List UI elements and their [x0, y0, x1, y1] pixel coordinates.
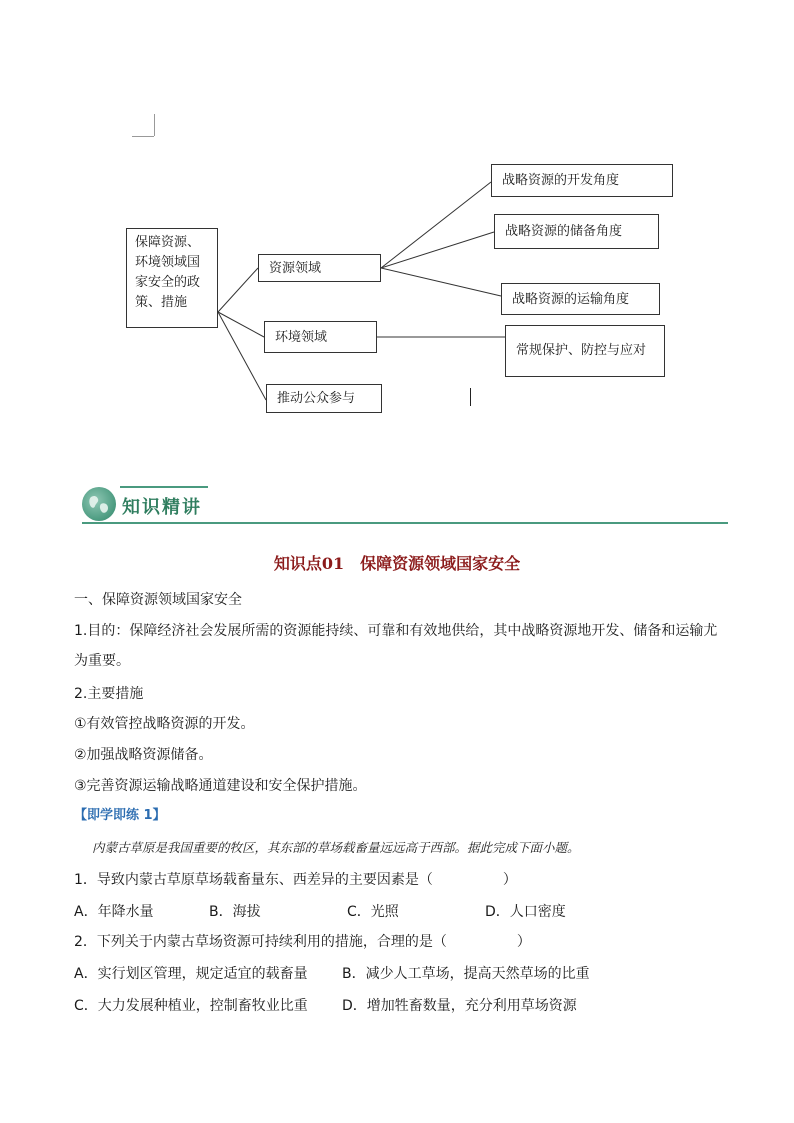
diagram-node-environment — [264, 321, 377, 353]
diagram-node-label: 环境领域 — [275, 329, 328, 345]
globe-icon — [82, 487, 116, 521]
q1-option-a: A．年降水量 — [74, 904, 154, 920]
practice-label: 【即学即练 1】 — [74, 808, 166, 823]
question-2: 2．下列关于内蒙古草场资源可持续利用的措施，合理的是（ ） — [74, 934, 531, 950]
q2-option-a: A．实行划区管理，规定适宜的载畜量 — [74, 966, 308, 982]
knowledge-point-title: 知识点01 保障资源领域国家安全 — [273, 554, 521, 573]
diagram-node-label: 战略资源的储备角度 — [505, 224, 623, 239]
diagram-node-storage — [494, 214, 659, 249]
text-cursor — [470, 388, 471, 406]
diagram-node-label: 战略资源的开发角度 — [502, 173, 620, 188]
diagram-node-label: 战略资源的运输角度 — [512, 291, 630, 307]
heading-resource-security: 一、保障资源领域国家安全 — [74, 592, 242, 608]
diagram-node-development — [491, 164, 673, 197]
connector-line — [381, 268, 501, 296]
diagram-root-box — [126, 228, 218, 328]
diagram-node-label: 常规保护、防控与应对 — [516, 343, 647, 358]
measures-heading: 2.主要措施 — [74, 686, 144, 702]
connector-line — [381, 232, 494, 268]
connector-line — [381, 182, 491, 268]
q2-option-c: C．大力发展种植业，控制畜牧业比重 — [74, 998, 308, 1014]
purpose-paragraph: 1.目的：保障经济社会发展所需的资源能持续、可靠和有效地供给，其中战略资源地开发、储备和运输尤为重要。 — [74, 623, 718, 669]
q1-option-c: C．光照 — [347, 904, 399, 920]
diagram-root-label: 保障资源、环境领域国家安全的政策、措施 — [135, 235, 201, 310]
measure-item: ①有效管控战略资源的开发。 — [74, 716, 255, 732]
diagram-node-label: 资源领域 — [269, 260, 322, 276]
question-1: 1．导致内蒙古草原草场载畜量东、西差异的主要因素是（ ） — [74, 872, 517, 888]
section-banner-title: 知识精讲 — [122, 497, 202, 518]
diagram-node-resource — [258, 254, 381, 282]
diagram-node-transport — [501, 283, 660, 315]
diagram-connectors — [0, 0, 794, 460]
banner-accent-line — [120, 486, 208, 488]
banner-divider — [82, 522, 728, 524]
q2-option-d: D．增加牲畜数量，充分利用草场资源 — [342, 998, 577, 1014]
measure-item: ②加强战略资源储备。 — [74, 747, 213, 763]
q1-option-b: B．海拔 — [209, 904, 261, 920]
diagram-node-public — [266, 384, 382, 413]
q1-option-d: D．人口密度 — [485, 904, 566, 920]
diagram-node-protection — [505, 325, 665, 377]
connector-line — [218, 268, 258, 312]
q2-option-b: B．减少人工草场，提高天然草场的比重 — [342, 966, 590, 982]
practice-intro: 内蒙古草原是我国重要的牧区，其东部的草场载畜量远远高于西部。据此完成下面小题。 — [92, 840, 580, 855]
diagram-node-label: 推动公众参与 — [277, 391, 356, 406]
measure-item: ③完善资源运输战略通道建设和安全保护措施。 — [74, 778, 367, 794]
